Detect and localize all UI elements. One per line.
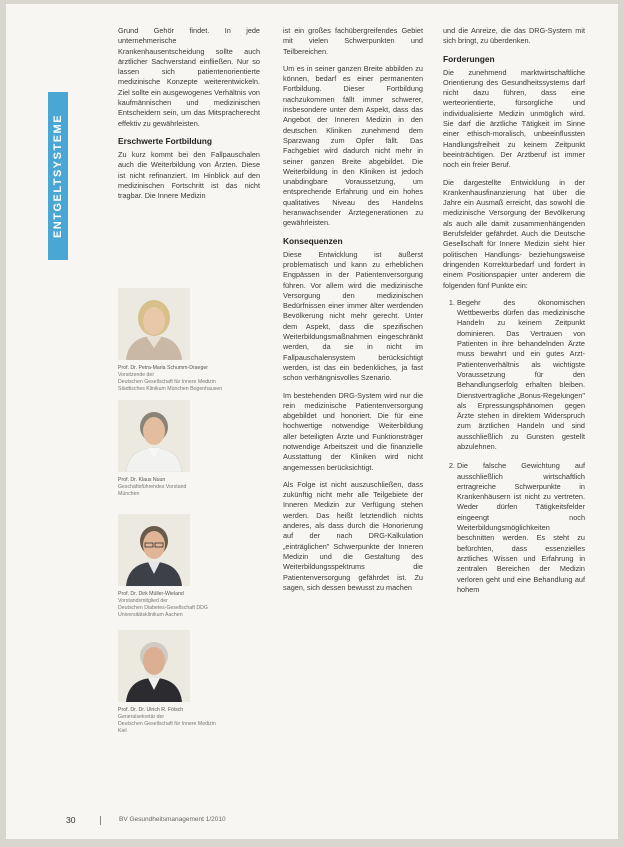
column-3 <box>443 26 585 604</box>
person-portrait-icon <box>118 400 190 472</box>
caption-4 <box>118 707 258 735</box>
col3-p2: Die zunehmend marktwirtschaftliche Orientierung des Gesundheitssystems darf nicht dazu führen, dass eine werteorientierte, fürsorgliche und individualisierte Medizin unmöglich wird. Sie darf die ärztliche Tätigkeit im Sinne einer ethisch-moralisch, unbeeinflussten Handlungsfreiheit zu keinem Zeitpunkt beeinträchtigen. Der Arztberuf ist immer noch ein freier Beruf. <box>443 67 585 170</box>
caption-role: Kiel <box>118 728 127 734</box>
person-portrait-icon <box>118 630 190 702</box>
caption-role: Universitätsklinikum Aachen <box>118 612 183 618</box>
col3-p3: Die dargestellte Entwicklung in der Krankenhausfinanzierung hat über die Jahre ein Ausmaß erreicht, das sowohl die medizinische Versorgung der Bevölkerung als auch alle damit zusammenhängenden Berufsfelder gefährdet. Auch die Deutsche Gesellschaft für Innere Medizin sieht hier politischen Handlungs- beziehungsweise dringenden Korrekturbedarf und fordert in einem Positionspapier unter anderem die folgenden fünf Punkte ein: <box>443 177 585 290</box>
page-number: 30 <box>66 815 76 825</box>
col2-p1: ist ein großes fachübergreifendes Gebiet mit vielen Schwerpunkten und Teilbereichen. <box>283 26 423 56</box>
col2-p4: Im bestehenden DRG-System wird nur die rein medizinische Patientenversorgung abgebildet und honoriert. Die für eine hochwertige notwendige Weiterbildung aller beteiligten Ärzte und Funktionsträger notwendige Arbeitszeit und die finanzielle Ausstattung der Kliniken wird nicht angemessen berücksichtigt. <box>283 390 423 472</box>
column-2 <box>283 26 423 600</box>
portrait-2 <box>118 400 190 472</box>
caption-role: Deutschen Gesellschaft für Innere Medizin <box>118 721 216 727</box>
caption-name: Prof. Dr. Petra-Maria Schumm-Draeger <box>118 365 208 371</box>
list-item: 1. Begehr des ökonomischen Wettbewerbs dürfen das medizinische Handeln zu keinem Zeitpunkt dominieren. Das Vertrauen von Patienten in ihre behandelnden Ärzte muss bewahrt und ein gutes Arzt-Patientenverhältnis als wichtigste Voraussetzung für den Behandlungserfolg erhalten bleiben. Dienstvertragliche „Bonus-Regelungen" als Erpressungsphänomen gegen Ärzte stehen in direktem Widerspruch zum ärztlichen Handeln und sind ausschließlich zu Gunsten gestellt abzulehnen. <box>457 298 585 452</box>
col2-p5: Als Folge ist nicht auszuschließen, dass zukünftig nicht mehr alle Teilgebiete der Inneren Medizin zur Verfügung stehen werden. Das heißt letztendlich nichts anderes, als dass durch die Honorierung auf der nach DRG-Kalkulation „einträglichen" Schwerpunkte der Inneren Medizin und die Gestaltung des Weiterbildungsspektrums die Patientenversorgung gefährdet ist. Zu sagen, sich dessen bewusst zu machen <box>283 479 423 592</box>
col2-p3: Diese Entwicklung ist äußerst problematisch und kann zu erheblichen Engpässen in der Patientenversorgung führen. Vor allem wird die medizinische Versorgung den medizinischen Bedürfnissen einer immer älter werdenden Bevölkerung nicht mehr gerecht. Unter dem Aspekt, dass die spezifischen Weiterbildungsmaßnahmen eingeschränkt werden, da sie in nicht im Fallpauschalensystem berücksichtigt werden, ist das ein bedenkliches, ja fast schon verhängnisvolles Szenario. <box>283 249 423 383</box>
caption-role: Deutschen Diabetes-Gesellschaft DDG <box>118 605 208 611</box>
column-1 <box>118 26 260 208</box>
demands-list <box>443 298 585 595</box>
caption-2 <box>118 477 258 498</box>
caption-name: Prof. Dr. Dirk Müller-Wieland <box>118 591 184 597</box>
col3-p1: und die Anreize, die das DRG-System mit sich bringt, zu überdenken. <box>443 26 585 46</box>
caption-3 <box>118 591 258 619</box>
heading-konsequenzen: Konsequenzen <box>283 235 343 246</box>
caption-role: Vorsitzende der <box>118 372 155 378</box>
caption-role: Generalsekretär der <box>118 714 165 720</box>
footer-divider <box>100 816 101 825</box>
list-item: 2. Die falsche Gewichtung auf ausschließlich wirtschaftlich ertragreiche Schwerpunkte in Krankenhäusern ist nicht zu vertreten. Weder dürfen Tätigkeitsfelder eingeengt noch Weiterbildungsmöglichkeiten beschnitten werden. Es steht zu befürchten, dass essenzielles ärztliches Wissen und Erfahrung in zentralen Bereichen der Medizin verloren geht und eine Behandlung auf hohem <box>457 461 585 595</box>
col2-p2: Um es in seiner ganzen Breite abbilden zu können, bedarf es einer permanenten Fortbildung. Dieser Fortbildung nachzukommen fällt immer schwerer, insbesondere unter dem Aspekt, dass das Angebot der Inneren Medizin in den deutschen Kliniken zunehmend dem Sparzwang zum Opfer fällt. Das Fachgebiet wird dadurch nicht mehr in seiner ganzen Breite abgebildet. Die Weiterbildung in den Kliniken ist jedoch unabdingbare Voraussetzung, um entsprechende Erfahrung und ein hohes qualitatives Niveau des Handelns heranwachsender Ärztegenerationen zu gewährleisten. <box>283 63 423 228</box>
col1-text: Zu kurz kommt bei den Fallpauschalen auch die Weiterbildung von Ärzten. Diese ist nicht refinanziert. Im Hinblick auf den medizinischen Fortschritt ist das nicht tragbar. Die Innere Medizin <box>118 149 260 201</box>
section-label <box>48 92 68 260</box>
portrait-4 <box>118 630 190 702</box>
caption-name: Prof. Dr. Dr. Ulrich R. Fölsch <box>118 707 184 713</box>
caption-role: Deutschen Gesellschaft für Innere Medizin <box>118 379 216 385</box>
journal-name: BV Gesundheitsmanagement 1/2010 <box>119 816 226 823</box>
heading-fortbildung: Erschwerte Fortbildung <box>118 135 212 146</box>
portrait-3 <box>118 514 190 586</box>
caption-role: Städtisches Klinikum München Bogenhausen <box>118 386 223 392</box>
portrait-1 <box>118 288 190 360</box>
caption-role: München <box>118 491 140 497</box>
caption-role: Vorstandsmitglied der <box>118 598 168 604</box>
caption-role: Geschäftsführendes Vorstand <box>118 484 187 490</box>
caption-1 <box>118 365 258 393</box>
person-portrait-icon <box>118 288 190 360</box>
caption-name: Prof. Dr. Klaus Nuun <box>118 477 166 483</box>
col1-intro: Grund Gehör findet. In jede unternehmerische Krankenhausentscheidung sollte auch ärztlicher Sachverstand einfließen. Nur so lassen sich patientenorientierte medizinische Konzepte weiterentwickeln. Ziel sollte ein ausgewogenes Verhältnis von kaufmännischen und medizinischen Entscheidern sein, um das Mitspracherecht effektiv zu gewährleisten. <box>118 26 260 128</box>
magazine-page <box>6 4 618 839</box>
section-label-text: ENTGELTSYSTEME <box>52 113 64 239</box>
heading-forderungen: Forderungen <box>443 53 495 64</box>
person-portrait-icon <box>118 514 190 586</box>
